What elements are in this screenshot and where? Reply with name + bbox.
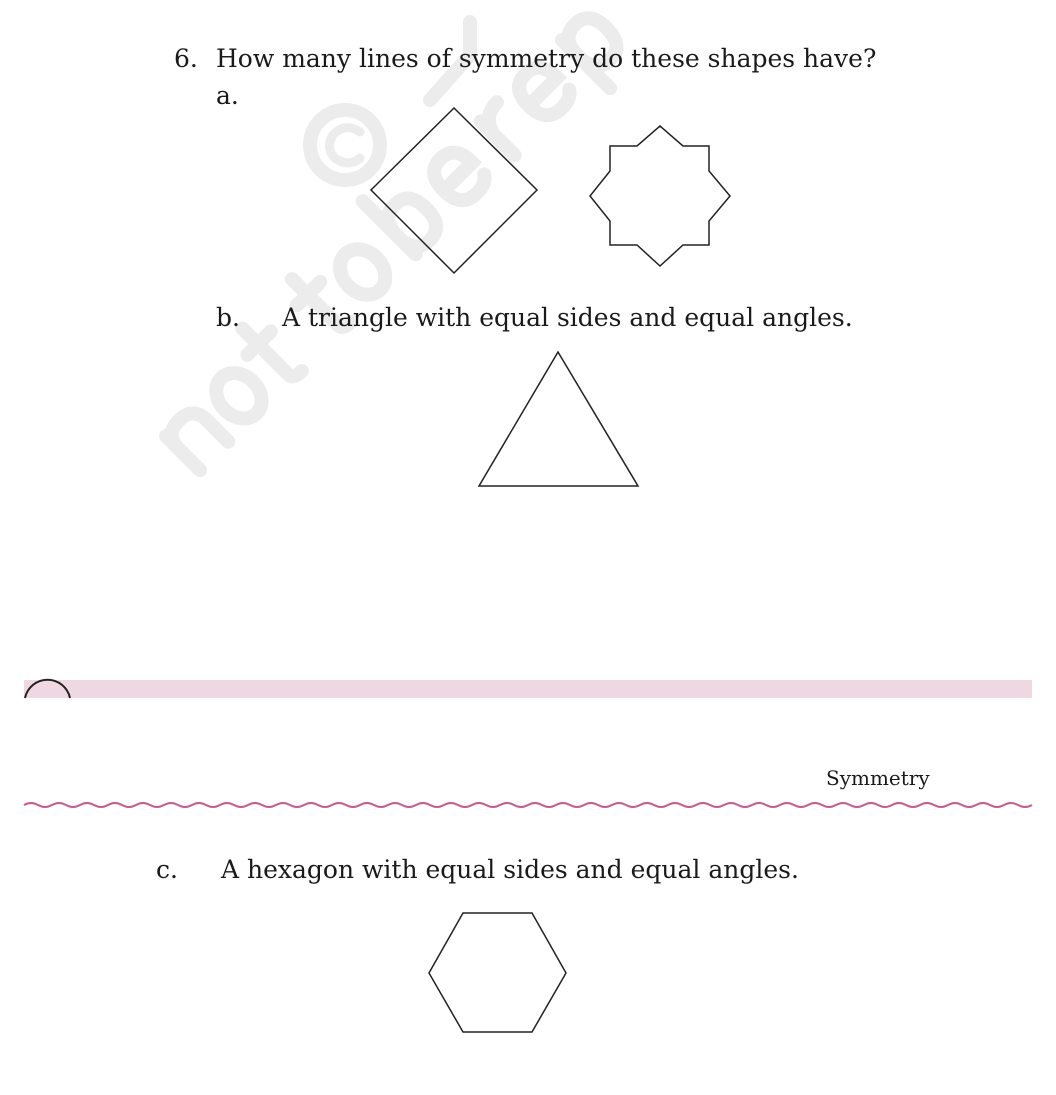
regular-hexagon-shape (429, 913, 566, 1032)
question-text: How many lines of symmetry do these shapes have? (216, 44, 877, 73)
part-c-text: A hexagon with equal sides and equal angles. (221, 855, 799, 884)
part-c-label: c. (156, 855, 178, 884)
running-head: Symmetry (826, 766, 930, 790)
question-number: 6. (174, 44, 198, 73)
part-a-label: a. (216, 81, 239, 110)
part-b-label: b. (216, 303, 240, 332)
part-b-text: A triangle with equal sides and equal angles. (282, 303, 853, 332)
